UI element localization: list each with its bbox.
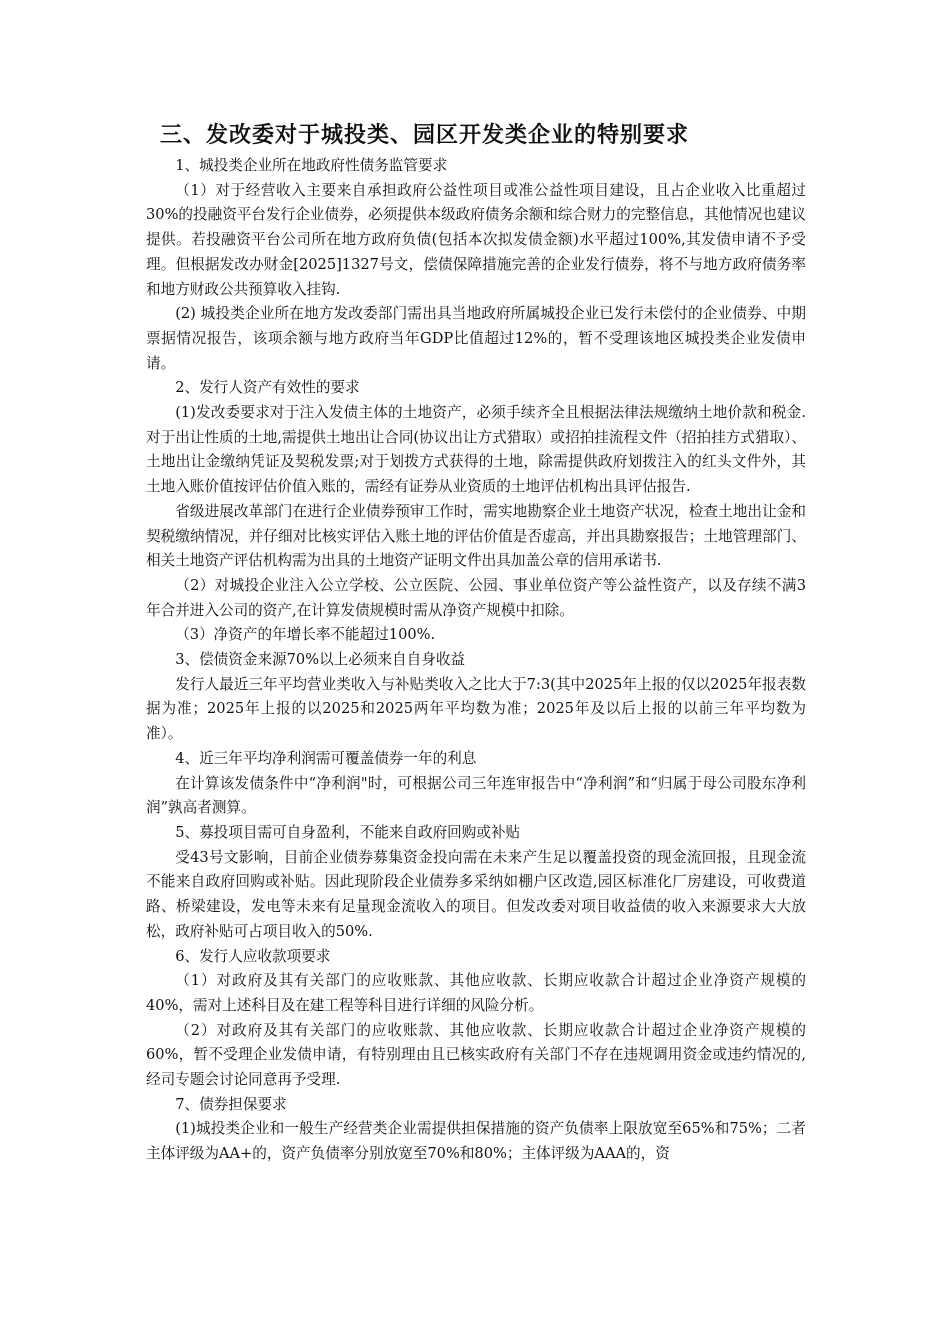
paragraph: 受43号文影响，目前企业债券募集资金投向需在未来产生足以覆盖投资的现金流回报，且现金流不能来自政府回购或补贴。因此现阶段企业债券多采纳如棚户区改造,园区标准化厂房建设，可收费道路、桥梁建设，发电等未来有足量现金流收入的项目。但发改委对项目收益债的收入来源要求大大放松，政府补贴可占项目收入的50%. [146,848,806,940]
paragraph: （1）对政府及其有关部门的应收账款、其他应收款、长期应收款合计超过企业净资产规模的40%，需对上述科目及在建工程等科目进行详细的风险分析。 [146,972,806,1014]
paragraph: （1）对于经营收入主要来自承担政府公益性项目或准公益性项目建设，且占企业收入比重超过30%的投融资平台发行企业债券，必须提供本级政府债务余额和综合财力的完整信息，其他情况也建议提供。若投融资平台公司所在地方政府负债(包括本次拟发债金额)水平超过100%,其发债申请不予受理。但根据发改办财金[2025]1327号文，偿债保障措施完善的企业发行债券，将不与地方政府债务率和地方财政公共预算收入挂钩. [146,181,806,298]
subheading: 4、近三年平均净利润需可覆盖债券一年的利息 [175,749,477,767]
subheading: 5、募投项目需可自身盈利，不能来自政府回购或补贴 [175,823,521,841]
document-page [146,118,806,1167]
paragraph: 在计算该发债条件中“净利润"时，可根据公司三年连审报告中“净利润”和“归属于母公司股东净利润”孰高者测算。 [146,774,806,817]
section-title: 三、发改委对于城投类、园区开发类企业的特别要求 [160,123,690,148]
paragraph: (1)城投类企业和一般生产经营类企业需提供担保措施的资产负债率上限放宽至65%和75%；二者主体评级为AA+的，资产负债率分别放宽至70%和80%；主体评级为AAA的，资 [146,1120,806,1163]
paragraph: (1)发改委要求对于注入发债主体的土地资产，必须手续齐全且根据法律法规缴纳土地价款和税金.对于出让性质的土地,需提供土地出让合同(协议出让方式猎取）或招拍挂流程文件（招拍挂方式猎取）、土地出让金缴纳凭证及契税发票;对于划拨方式获得的土地，除需提供政府划拨注入的红头文件外，其土地入账价值按评估价值入账的，需经有证券从业资质的土地评估机构出具评估报告. [146,404,806,496]
paragraph: 发行人最近三年平均营业类收入与补贴类收入之比大于7:3(其中2025年上报的仅以2025年报表数据为准；2025年上报的以2025和2025两年平均数为准；2025年及以后上报的以前三年平均数为准）。 [146,675,806,743]
document-body [146,154,806,1167]
subheading: 1、城投类企业所在地政府性债务监管要求 [175,157,448,174]
subheading: 2、发行人资产有效性的要求 [175,379,360,397]
paragraph: （2）对政府及其有关部门的应收账款、其他应收款、长期应收款合计超过企业净资产规模的60%，暂不受理企业发债申请，有特别理由且已核实政府有关部门不存在违规调用资金或违约情况的,经司专题会讨论同意再予受理. [146,1021,806,1089]
paragraph: （3）净资产的年增长率不能超过100%. [175,626,436,644]
paragraph: （2）对城投企业注入公立学校、公立医院、公园、事业单位资产等公益性资产，以及存续不满3年合并进入公司的资产,在计算发债规模时需从净资产规模中扣除。 [146,576,806,619]
subheading: 6、发行人应收款项要求 [175,947,331,965]
subheading: 7、债券担保要求 [175,1095,287,1113]
paragraph: (2) 城投类企业所在地方发改委部门需出具当地政府所属城投企业已发行未偿付的企业债券、中期票据情况报告，该项余额与地方政府当年GDP比值超过12%的，暂不受理该地区城投类企业发债申请。 [146,305,806,372]
subheading: 3、偿债资金来源70%以上必须来自自身收益 [175,651,466,669]
paragraph: 省级进展改革部门在进行企业债券预审工作时，需实地勘察企业土地资产状况，检查土地出让金和契税缴纳情况，并仔细对比核实评估入账土地的评估价值是否虚高，并出具勘察报告；土地管理部门、相关土地资产评估机构需为出具的土地资产证明文件出具加盖公章的信用承诺书. [146,502,806,570]
